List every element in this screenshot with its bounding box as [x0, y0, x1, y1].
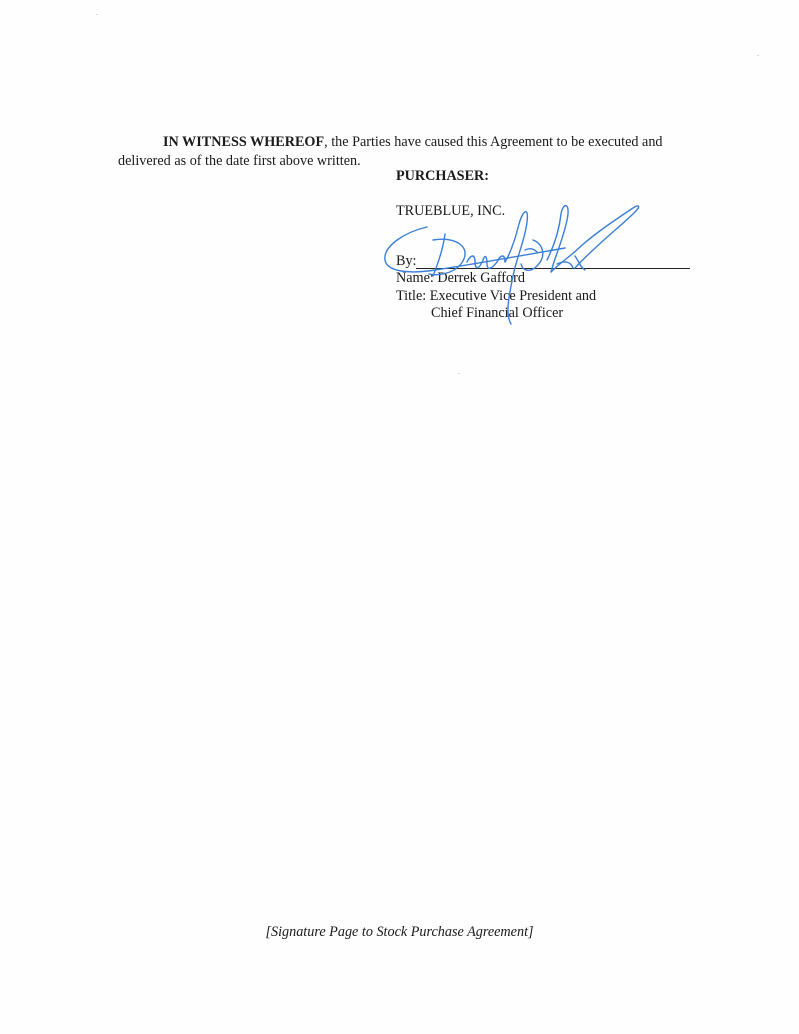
- signature-strokes: [385, 206, 639, 324]
- signer-title-line-2: Chief Financial Officer: [431, 305, 564, 321]
- company-name: TRUEBLUE, INC.: [396, 203, 506, 219]
- scan-speck: [458, 373, 460, 374]
- signer-title-line-1: Title: Executive Vice President and: [396, 288, 597, 304]
- scan-speck: [757, 55, 759, 56]
- signer-name: Name: Derrek Gafford: [396, 270, 525, 286]
- witness-lead: IN WITNESS WHEREOF: [163, 134, 325, 151]
- witness-paragraph: [118, 133, 698, 171]
- scan-speck: [96, 14, 98, 15]
- party-label: PURCHASER:: [396, 168, 490, 184]
- witness-body: , the Parties have caused this Agreement to be executed and delivered as of the date first above written.: [118, 134, 663, 170]
- page-footer-caption: [Signature Page to Stock Purchase Agreement]: [265, 924, 534, 940]
- by-label: By:: [396, 253, 417, 269]
- handwritten-signature: [375, 190, 650, 340]
- signature-block: [396, 168, 696, 321]
